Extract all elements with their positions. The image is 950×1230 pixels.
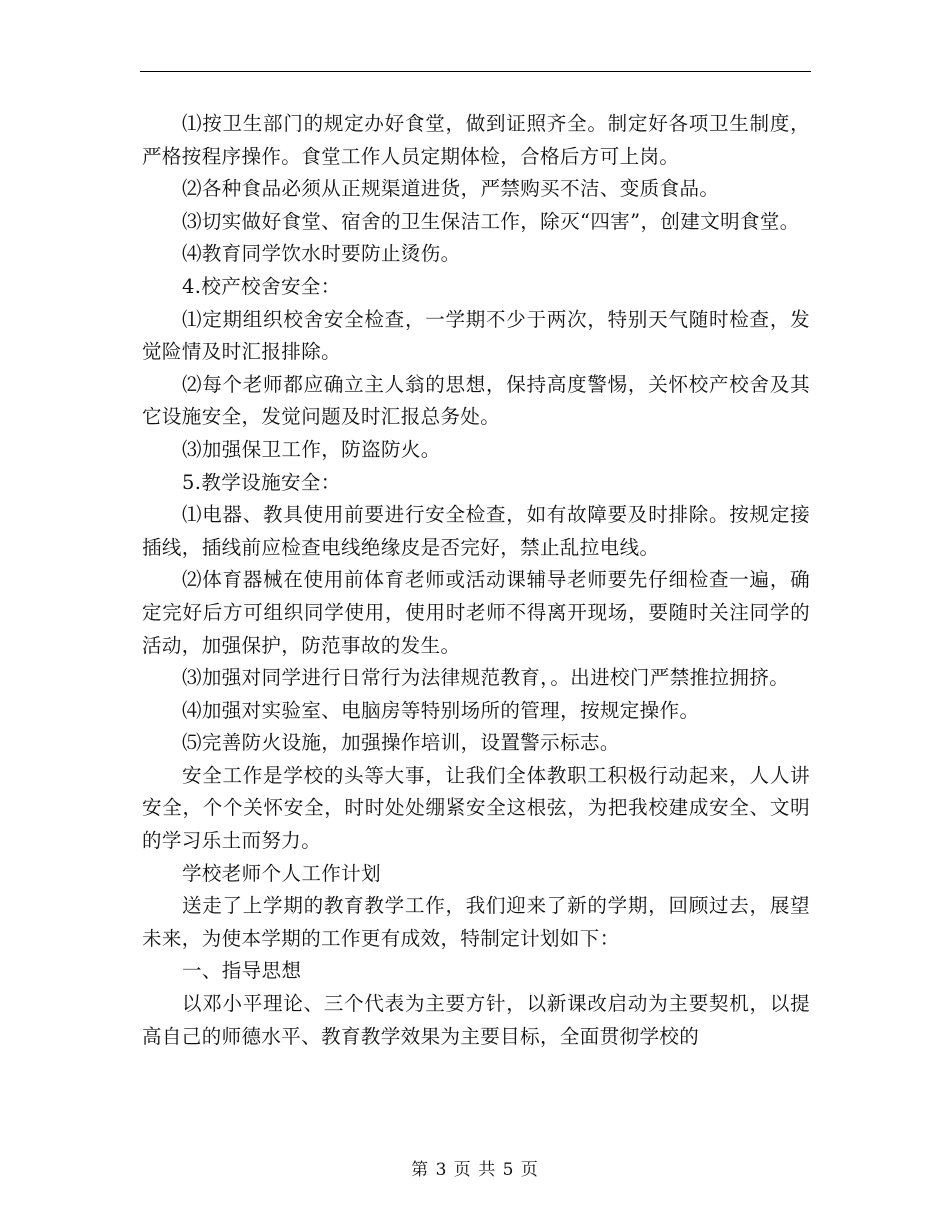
header-rule bbox=[140, 71, 811, 72]
paragraph: ⑶切实做好食堂、宿舍的卫生保洁工作，除灭“四害”，创建文明食堂。 bbox=[181, 209, 800, 233]
paragraph: 安全工作是学校的头等大事，让我们全体教职工积极行动起来，人人讲安全，个个关怀安全，时时处处绷紧安全这根弦，为把我校建成安全、文明的学习乐土而努力。 bbox=[142, 763, 810, 853]
paragraph: ⑷教育同学饮水时要防止烫伤。 bbox=[181, 242, 461, 266]
document-title: 学校老师个人工作计划 bbox=[181, 861, 381, 885]
document-body bbox=[142, 108, 810, 1053]
paragraph: ⑴电器、教具使用前要进行安全检查，如有故障要及时排除。按规定接插线，插线前应检查电线绝缘皮是否完好，禁止乱拉电线。 bbox=[142, 503, 810, 559]
paragraph: ⑶加强对同学进行日常行为法律规范教育，。出进校门严禁推拉拥挤。 bbox=[181, 666, 790, 690]
paragraph: ⑵体育器械在使用前体育老师或活动课辅导老师要先仔细检查一遍，确定完好后方可组织同学使用，使用时老师不得离开现场，要随时关注同学的活动，加强保护，防范事故的发生。 bbox=[142, 568, 810, 657]
paragraph: ⑵每个老师都应确立主人翁的思想，保持高度警惕，关怀校产校舍及其它设施安全，发觉问题及时汇报总务处。 bbox=[142, 372, 810, 429]
page-number-footer: 第 3 页 共 5 页 bbox=[411, 1160, 539, 1180]
section-heading: 4.校产校舍安全： bbox=[181, 274, 341, 298]
paragraph: ⑸完善防火设施，加强操作培训，设置警示标志。 bbox=[181, 731, 620, 755]
paragraph: ⑶加强保卫工作，防盗防火。 bbox=[181, 437, 441, 461]
paragraph: ⑴定期组织校舍安全检查，一学期不少于两次，特别天气随时检查，发觉险情及时汇报排除。 bbox=[142, 307, 810, 364]
paragraph: 送走了上学期的教育教学工作，我们迎来了新的学期，回顾过去，展望未来，为使本学期的工作更有成效，特制定计划如下： bbox=[142, 894, 810, 950]
paragraph: ⑵各种食品必须从正规渠道进货，严禁购买不洁、变质食品。 bbox=[181, 177, 720, 201]
paragraph: ⑴按卫生部门的规定办好食堂，做到证照齐全。制定好各项卫生制度，严格按程序操作。食堂工作人员定期体检，合格后方可上岗。 bbox=[142, 112, 810, 168]
section-heading: 一、指导思想 bbox=[181, 959, 302, 983]
section-heading: 5.教学设施安全： bbox=[181, 470, 341, 494]
paragraph: ⑷加强对实验室、电脑房等特别场所的管理，按规定操作。 bbox=[181, 698, 700, 722]
paragraph: 以邓小平理论、三个代表为主要方针，以新课改启动为主要契机，以提高自己的师德水平、教育教学效果为主要目标，全面贯彻学校的 bbox=[142, 992, 810, 1048]
